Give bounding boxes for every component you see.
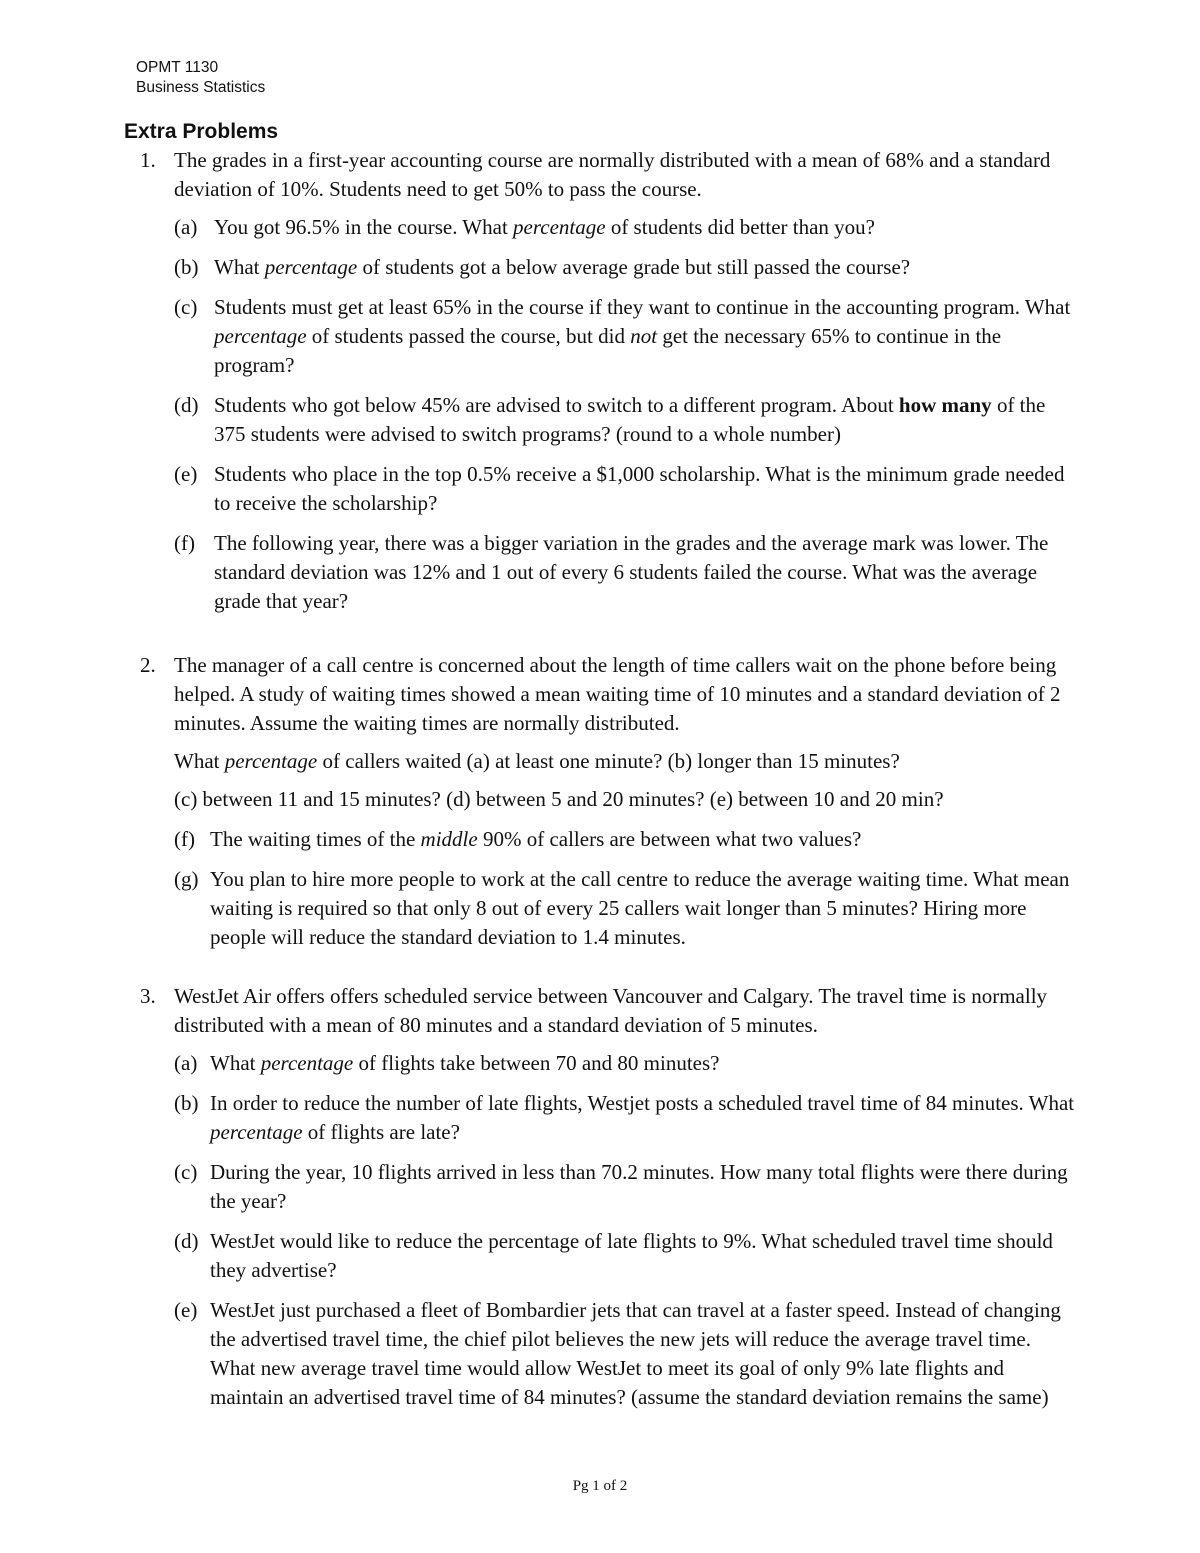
emphasis: not (630, 324, 658, 348)
question-text: What (210, 1051, 261, 1075)
question-text: What (214, 255, 265, 279)
question-1c (174, 293, 1080, 380)
question-1f (174, 529, 1080, 616)
problem-number: 3. (140, 984, 156, 1008)
problem-1 (140, 146, 1080, 627)
problem-number: 1. (140, 148, 156, 172)
question-text: WestJet would like to reduce the percentage of late flights to 9%. What scheduled travel time should they advertise? (210, 1229, 1053, 1282)
question-label: (d) (174, 393, 199, 417)
emphasis: percentage (210, 1120, 303, 1144)
emphasis: percentage (214, 324, 307, 348)
question-2c-2e: (c) between 11 and 15 minutes? (d) between 5 and 20 minutes? (e) between 10 and 20 min? (174, 787, 944, 811)
emphasis: percentage (224, 749, 318, 773)
problem-number: 2. (140, 653, 156, 677)
question-text: of the 375 students were advised to switch programs? (round to a whole number) (214, 393, 1046, 446)
emphasis: percentage (264, 255, 358, 279)
course-code: OPMT 1130 (136, 59, 219, 76)
question-text: You plan to hire more people to work at the call centre to reduce the average waiting time. What mean waiting is required so that only 8 out of every 25 callers wait longer than 5 minutes? Hiring more people will reduce the standard deviation to 1.4 minutes. (210, 867, 1070, 949)
question-text: Students must get at least 65% in the course if they want to continue in the accounting program. What (214, 295, 1071, 319)
question-label: (a) (174, 1051, 198, 1075)
question-1d (174, 391, 1080, 449)
question-3c (174, 1158, 1080, 1216)
emphasis: percentage (513, 215, 606, 239)
question-label: (a) (174, 215, 198, 239)
question-2g (174, 865, 1084, 952)
question-label: (e) (174, 462, 198, 486)
question-text: of students passed the course, but did (306, 324, 631, 348)
emphasis: middle (420, 827, 478, 851)
question-text: The waiting times of the (210, 827, 421, 851)
question-text: During the year, 10 flights arrived in less than 70.2 minutes. How many total flights were there during the year? (210, 1160, 1068, 1213)
page-number: Pg 1 of 2 (572, 1478, 628, 1494)
question-label: (f) (174, 531, 195, 555)
question-1a (174, 213, 1080, 242)
question-text: get the necessary 65% to continue in the program? (214, 324, 1002, 377)
problem-2 (140, 651, 1080, 963)
question-label: (e) (174, 1298, 198, 1322)
question-text: of flights take between 70 and 80 minutes? (353, 1051, 720, 1075)
question-text: Students who place in the top 0.5% receive a $1,000 scholarship. What is the minimum grade needed to receive the scholarship? (214, 462, 1065, 515)
question-text: The following year, there was a bigger variation in the grades and the average mark was lower. The standard deviation was 12% and 1 out of every 6 students failed the course. What was the average grade that year? (214, 531, 1049, 613)
question-label: (f) (174, 827, 195, 851)
question-label: (c) (174, 1160, 198, 1184)
question-3e (174, 1296, 1080, 1412)
problem-intro: The grades in a first-year accounting course are normally distributed with a mean of 68% and a standard deviation of 10%. Students need to get 50% to pass the course. (174, 148, 1051, 201)
question-text: 90% of callers are between what two values? (477, 827, 862, 851)
question-3d (174, 1227, 1080, 1285)
bold-emphasis: how many (898, 393, 992, 417)
question-text: Students who got below 45% are advised to switch to a different program. About (214, 393, 899, 417)
question-label: (d) (174, 1229, 199, 1253)
question-label: (b) (174, 1091, 199, 1115)
question-text: of students did better than you? (605, 215, 876, 239)
question-label: (g) (174, 867, 199, 891)
question-2a-2b (174, 747, 1080, 776)
question-label: (c) (174, 295, 198, 319)
question-3b (174, 1089, 1080, 1147)
question-3a (174, 1049, 1080, 1078)
emphasis: percentage (260, 1051, 354, 1075)
question-text: What (174, 749, 225, 773)
question-2f (174, 825, 1084, 854)
problem-intro: The manager of a call centre is concerned about the length of time callers wait on the phone before being helped. A study of waiting times showed a mean waiting time of 10 minutes and a standard deviation of 2 minutes. Assume the waiting times are normally distributed. (174, 653, 1061, 735)
question-text: of students got a below average grade but still passed the course? (357, 255, 911, 279)
course-name: Business Statistics (136, 79, 266, 96)
problem-3 (140, 982, 1080, 1423)
question-text: of flights are late? (302, 1120, 460, 1144)
question-text: of callers waited (a) at least one minute? (b) longer than 15 minutes? (317, 749, 900, 773)
course-header (136, 58, 265, 98)
page-title: Extra Problems (124, 120, 279, 143)
question-text: WestJet just purchased a fleet of Bombardier jets that can travel at a faster speed. Instead of changing the advertised travel time, the chief pilot believes the new jets will reduce the average travel time. What new average travel time would allow WestJet to meet its goal of only 9% late flights and maintain an advertised travel time of 84 minutes? (assume the standard deviation remains the same) (210, 1298, 1061, 1409)
question-label: (b) (174, 255, 199, 279)
question-1e (174, 460, 1080, 518)
question-1b (174, 253, 1080, 282)
problem-intro: WestJet Air offers offers scheduled service between Vancouver and Calgary. The travel time is normally distributed with a mean of 80 minutes and a standard deviation of 5 minutes. (174, 984, 1048, 1037)
question-text: In order to reduce the number of late flights, Westjet posts a scheduled travel time of 84 minutes. What (210, 1091, 1075, 1115)
question-text: You got 96.5% in the course. What (214, 215, 514, 239)
